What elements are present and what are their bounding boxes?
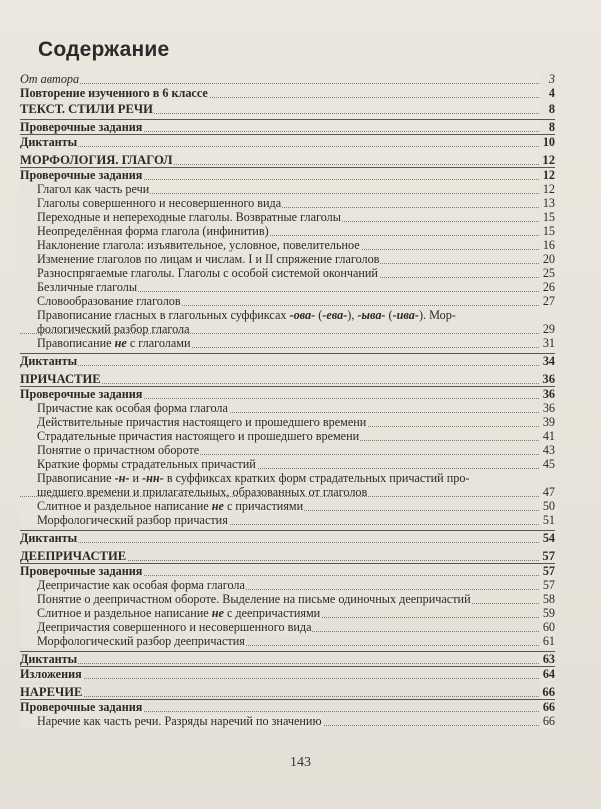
toc-entry: Диктанты 10	[20, 135, 555, 149]
toc-entry: Безличные глаголы 26	[20, 280, 555, 294]
toc-entry: Проверочные задания 36	[20, 387, 555, 401]
toc-entry: Правописание гласных в глагольных суффиксах -ова- (-ева-), -ыва- (-ива-). Мор- фологический разбор глагола 29	[20, 308, 555, 336]
toc-entry: Глагол как часть речи 12	[20, 182, 555, 196]
toc-entry: Диктанты 54	[20, 531, 555, 545]
toc-section: МОРФОЛОГИЯ. ГЛАГОЛ 12	[20, 153, 555, 167]
toc-entry: Морфологический разбор причастия 51	[20, 513, 555, 527]
toc-entry: Слитное и раздельное написание не с причастиями 50	[20, 499, 555, 513]
toc-section: ТЕКСТ. СТИЛИ РЕЧИ 8	[20, 102, 555, 116]
toc-entry: Диктанты 63	[20, 652, 555, 666]
toc-section: ПРИЧАСТИЕ 36	[20, 372, 555, 386]
toc-entry: Глаголы совершенного и несовершенного вида 13	[20, 196, 555, 210]
toc-entry: Правописание не с глаголами 31	[20, 336, 555, 350]
toc-section: НАРЕЧИЕ 66	[20, 685, 555, 699]
toc-section: ДЕЕПРИЧАСТИЕ 57	[20, 549, 555, 563]
toc-entry: Морфологический разбор деепричастия 61	[20, 634, 555, 648]
toc-entry: Понятие о причастном обороте 43	[20, 443, 555, 457]
page-number: 143	[290, 755, 311, 770]
toc-entry: Разноспрягаемые глаголы. Глаголы с особой системой окончаний 25	[20, 266, 555, 280]
toc-entry: Повторение изученного в 6 классе 4	[20, 86, 555, 100]
toc-entry: Наречие как часть речи. Разряды наречий по значению 66	[20, 714, 555, 728]
toc-entry: Проверочные задания 8	[20, 120, 555, 134]
toc-entry: Понятие о деепричастном обороте. Выделение на письме одиночных деепричастий 58	[20, 592, 555, 606]
toc-entry: Проверочные задания 57	[20, 564, 555, 578]
toc-entry: Наклонение глагола: изъявительное, условное, повелительное 16	[20, 238, 555, 252]
toc-entry: Проверочные задания 12	[20, 168, 555, 182]
toc-entry: Причастие как особая форма глагола 36	[20, 401, 555, 415]
toc-entry: От автора 3	[20, 72, 555, 86]
toc-entry: Страдательные причастия настоящего и прошедшего времени 41	[20, 429, 555, 443]
toc-entry: Деепричастие как особая форма глагола 57	[20, 578, 555, 592]
toc-entry: Правописание -н- и -нн- в суффиксах кратких форм страдательных причастий про- шедшего времени и прилагательных, образованных от глаголов 47	[20, 471, 555, 499]
toc-entry: Словообразование глаголов 27	[20, 294, 555, 308]
toc-entry: Слитное и раздельное написание не с деепричастиями 59	[20, 606, 555, 620]
toc-entry: Деепричастия совершенного и несовершенного вида 60	[20, 620, 555, 634]
toc-entry: Действительные причастия настоящего и прошедшего времени 39	[20, 415, 555, 429]
toc-entry: Переходные и непереходные глаголы. Возвратные глаголы 15	[20, 210, 555, 224]
toc-entry: Краткие формы страдательных причастий 45	[20, 457, 555, 471]
toc-entry: Диктанты 34	[20, 354, 555, 368]
table-of-contents	[20, 72, 555, 728]
toc-entry: Проверочные задания 66	[20, 700, 555, 714]
toc-entry: Изложения 64	[20, 667, 555, 681]
toc-entry: Неопределённая форма глагола (инфинитив) 15	[20, 224, 555, 238]
page-title: Содержание	[38, 38, 170, 61]
toc-entry: Изменение глаголов по лицам и числам. I и II спряжение глаголов 20	[20, 252, 555, 266]
